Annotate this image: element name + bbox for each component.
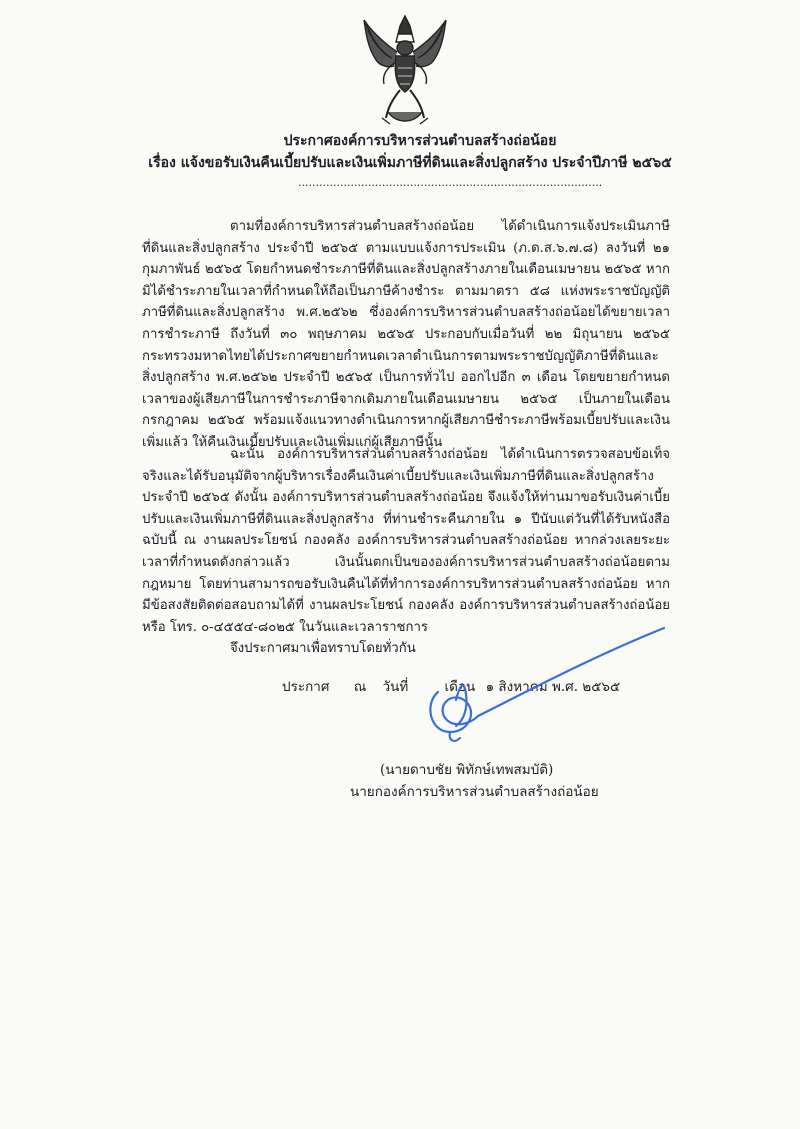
date-announced-label: ประกาศ bbox=[282, 679, 330, 695]
signatory-title: นายกองค์การบริหารส่วนตำบลสร้างถ่อน้อย bbox=[350, 784, 599, 800]
separator-dots: ....................................................................................... bbox=[298, 176, 603, 189]
garuda-emblem-icon bbox=[358, 12, 452, 130]
paragraph-notice: ฉะนั้น องค์การบริหารส่วนตำบลสร้างถ่อน้อย ได้ดำเนินการตรวจสอบข้อเท็จจริงและได้รับอนุมัติจากผู้บริหารเรื่องคืนเงินค่าเบี้ยปรับและเงินเพิ่มภาษีที่ดินและสิ่งปลูกสร้าง ประจำปี ๒๕๖๕ ดังนั้น องค์การบริหารส่วนตำบลสร้างถ่อน้อย จึงแจ้งให้ท่านมาขอรับเงินค่าเบี้ยปรับและเงินเพิ่มภาษีที่ดินและสิ่งปลูกสร้าง ที่ท่านชำระคืนภายใน ๑ ปีนับแต่วันที่ได้รับหนังสือฉบับนี้ ณ งานผลประโยชน์ กองคลัง องค์การบริหารส่วนตำบลสร้างถ่อน้อย หากล่วงเลยระยะเวลาที่กำหนดดังกล่าวแล้ว เงินนั้นตกเป็นขององค์การบริหารส่วนตำบลสร้างถ่อน้อยตามกฎหมาย โดยท่านสามารถขอรับเงินคืนได้ที่ทำการองค์การบริหารส่วนตำบลสร้างถ่อน้อย หากมีข้อสงสัยติดต่อสอบถามได้ที่ งานผลประโยชน์ กองคลัง องค์การบริหารส่วนตำบลสร้างถ่อน้อย หรือ โทร. ๐-๔๕๕๔-๘๐๒๕ ในวันและเวลาราชการ bbox=[142, 447, 670, 635]
signatory-name: (นายดาบชัย พิทักษ์เทพสมบัติ) bbox=[380, 762, 554, 778]
announcement-title: ประกาศองค์การบริหารส่วนตำบลสร้างถ่อน้อย bbox=[283, 133, 557, 149]
date-value: ๑ สิงหาคม พ.ศ. ๒๕๖๕ bbox=[485, 679, 621, 695]
announcement-subject: เรื่อง แจ้งขอรับเงินคืนเบี้ยปรับและเงินเพิ่มภาษีที่ดินและสิ่งปลูกสร้าง ประจำปีภาษี ๒๕๖๕ bbox=[148, 155, 672, 171]
date-day-label: วันที่ bbox=[382, 679, 409, 695]
date-month-label: เดือน bbox=[444, 679, 476, 695]
date-at-label: ณ bbox=[353, 679, 367, 695]
handwritten-signature bbox=[420, 620, 670, 750]
paragraph-closing: จึงประกาศมาเพื่อทราบโดยทั่วกัน bbox=[230, 641, 416, 656]
paragraph-background: ตามที่องค์การบริหารส่วนตำบลสร้างถ่อน้อย ได้ดำเนินการแจ้งประเมินภาษีที่ดินและสิ่งปลูกสร้าง ประจำปี ๒๕๖๕ ตามแบบแจ้งการประเมิน (ภ.ด.ส.๖.๗.๘) ลงวันที่ ๒๑ กุมภาพันธ์ ๒๕๖๕ โดยกำหนดชำระภาษีที่ดินและสิ่งปลูกสร้างภายในเดือนเมษายน ๒๕๖๕ หากมิได้ชำระภายในเวลาที่กำหนดให้ถือเป็นภาษีค้างชำระ ตามมาตรา ๕๘ แห่งพระราชบัญญัติภาษีที่ดินและสิ่งปลูกสร้าง พ.ศ.๒๕๖๒ ซึ่งองค์การบริหารส่วนตำบลสร้างถ่อน้อยได้ขยายเวลาการชำระภาษี ถึงวันที่ ๓๐ พฤษภาคม ๒๕๖๕ ประกอบกับเมื่อวันที่ ๒๒ มิถุนายน ๒๕๖๕ กระทรวงมหาดไทยได้ประกาศขยายกำหนดเวลาดำเนินการตามพระราชบัญญัติภาษีที่ดินและสิ่งปลูกสร้าง พ.ศ.๒๕๖๒ ประจำปี ๒๕๖๕ เป็นการทั่วไป ออกไปอีก ๓ เดือน โดยขยายกำหนดเวลาของผู้เสียภาษีในการชำระภาษีจากเดิมภายในเดือนเมษายน ๒๕๖๕ เป็นภายในเดือนกรกฎาคม ๒๕๖๕ พร้อมแจ้งแนวทางดำเนินการหากผู้เสียภาษีชำระภาษีพร้อมเบี้ยปรับและเงินเพิ่มแล้ว ให้คืนเงินเบี้ยปรับและเงินเพิ่มแก่ผู้เสียภาษีนั้น bbox=[142, 219, 670, 450]
